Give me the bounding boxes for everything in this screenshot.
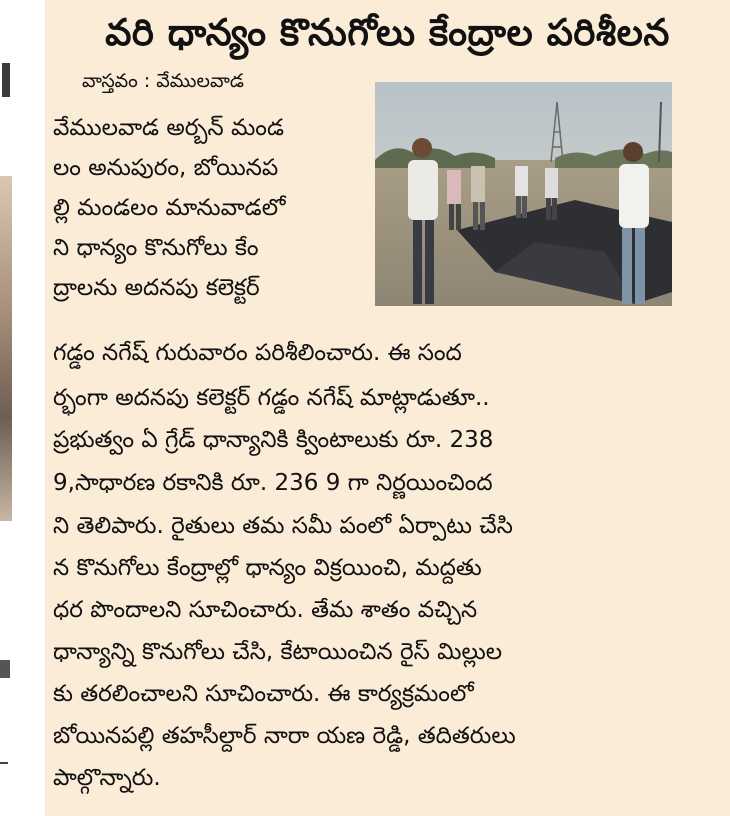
adjacent-column-fragment	[0, 660, 10, 678]
adjacent-photo-fragment	[0, 176, 12, 521]
article-line: ద్రాలను అదనపు కలెక్టర్	[53, 275, 260, 301]
article-line: న కొనుగోలు కేంద్రాల్లో ధాన్యం విక్రయించి, మద్దతు	[53, 555, 482, 581]
article-line: వేములవాడ అర్బన్ మండ	[53, 115, 284, 141]
adjacent-rule	[0, 762, 8, 764]
article-line: బోయినపల్లి తహసీల్దార్ నారా యణ రెడ్డి, తదితరులు	[53, 723, 516, 749]
article-photo	[375, 82, 672, 306]
article-headline: వరి ధాన్యం కొనుగోలు కేంద్రాల పరిశీలన	[105, 11, 670, 54]
article-dateline: వాస్తవం : వేములవాడ	[82, 70, 244, 92]
article-line: ని ధాన్యం కొనుగోలు కేం	[53, 235, 259, 261]
adjacent-column-fragment	[2, 63, 10, 97]
article-line: గడ్డం నగేష్ గురువారం పరిశీలించారు. ఈ సంద	[53, 340, 462, 366]
article-line: ధాన్యాన్ని కొనుగోలు చేసి, కేటాయించిన రైస్ మిల్లుల	[53, 639, 503, 665]
article-line: పాల్గొన్నారు.	[53, 765, 161, 791]
article-line: ర్భంగా అదనపు కలెక్టర్ గడ్డం నగేష్ మాట్లాడుతూ..	[53, 385, 490, 411]
article-line: ల్లి మండలం మానువాడలో	[53, 195, 286, 221]
article-line: ప్రభుత్వం ఏ గ్రేడ్ ధాన్యానికి క్వింటాలుకు రూ. 238	[53, 427, 494, 453]
news-article	[45, 0, 730, 816]
adjacent-column-edge	[0, 0, 45, 816]
article-line: ధర పొందాలని సూచించారు. తేమ శాతం వచ్చిన	[53, 597, 478, 623]
article-line: ని తెలిపారు. రైతులు తమ సమీ పంలో ఏర్పాటు చేసి	[53, 513, 513, 539]
article-line: 9,సాధారణ రకానికి రూ. 236 9 గా నిర్ణయించింద	[53, 470, 493, 496]
article-line: కు తరలించాలని సూచించారు. ఈ కార్యక్రమంలో	[53, 681, 474, 707]
article-line: లం అనుపురం, బోయినప	[53, 155, 279, 181]
